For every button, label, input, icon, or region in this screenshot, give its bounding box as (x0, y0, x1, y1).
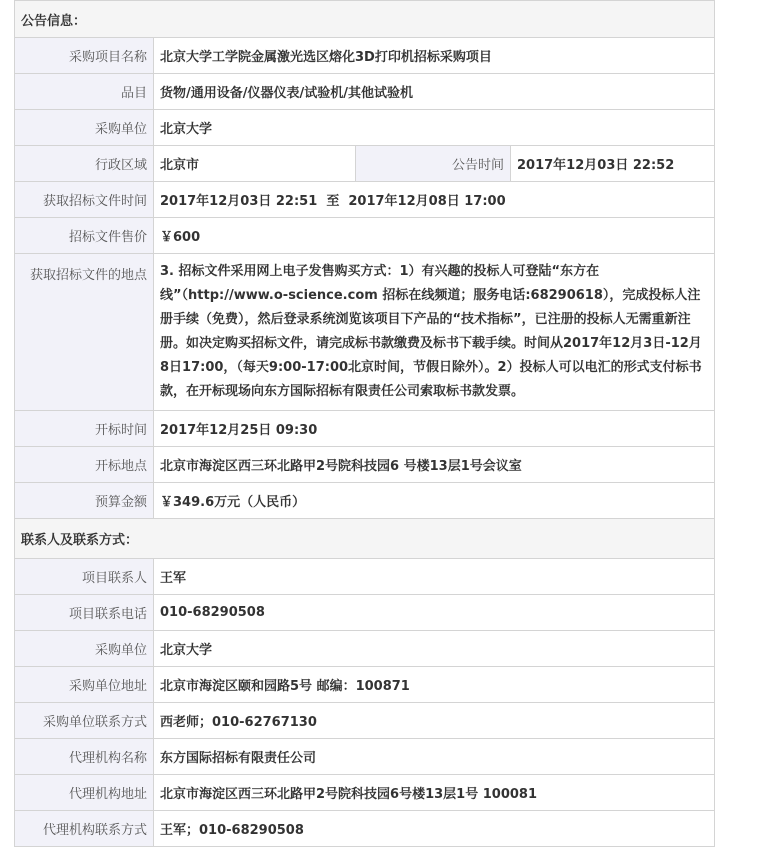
section-title: 公告信息： (15, 1, 715, 38)
label-project-phone: 项目联系电话 (15, 595, 154, 631)
label-purchaser: 采购单位 (15, 110, 154, 146)
row-purchaser-contact (15, 703, 715, 739)
label-purchaser-contact: 采购单位联系方式 (15, 703, 154, 739)
label-region: 行政区域 (15, 146, 154, 182)
value-doc-location: 3. 招标文件采用网上电子发售购买方式：1）有兴趣的投标人可登陆“东方在线”（http://www.o-science.com 招标在线频道；服务电话:68290618），完成投标人注册手续（免费），然后登录系统浏览该项目下产品的“技术指标”，已注册的投标人无需重新注册。如决定购买招标文件，请完成标书款缴费及标书下载手续。时间从2017年12月3日-12月8日17:00，（每天9:00-17:00北京时间，节假日除外）。2）投标人可以电汇的形式支付标书款，在开标现场向东方国际招标有限责任公司索取标书款发票。 (154, 254, 715, 411)
label-doc-period: 获取招标文件时间 (15, 182, 154, 218)
value-doc-price: ￥600 (154, 218, 715, 254)
row-doc-period (15, 182, 715, 218)
row-opening-place (15, 447, 715, 483)
row-doc-location (15, 254, 715, 411)
value-agency-address: 北京市海淀区西三环北路甲2号院科技园6号楼13层1号 100081 (154, 775, 715, 811)
value-opening-time: 2017年12月25日 09:30 (154, 411, 715, 447)
value-contact-purchaser: 北京大学 (154, 631, 715, 667)
row-agency-name (15, 739, 715, 775)
row-agency-address (15, 775, 715, 811)
value-agency-contact: 王军；010-68290508 (154, 811, 715, 847)
row-budget (15, 483, 715, 519)
value-agency-name: 东方国际招标有限责任公司 (154, 739, 715, 775)
row-project-phone (15, 595, 715, 631)
value-doc-period: 2017年12月03日 22:51 至 2017年12月08日 17:00 (154, 182, 715, 218)
row-opening-time (15, 411, 715, 447)
value-project-contact: 王军 (154, 559, 715, 595)
value-announce-time: 2017年12月03日 22:52 (511, 146, 715, 182)
value-budget: ￥349.6万元（人民币） (154, 483, 715, 519)
label-purchaser-address: 采购单位地址 (15, 667, 154, 703)
label-announce-time: 公告时间 (356, 146, 511, 182)
section-title-contacts: 联系人及联系方式： (15, 519, 715, 559)
section-header-contacts (15, 519, 715, 559)
row-agency-contact (15, 811, 715, 847)
value-opening-place: 北京市海淀区西三环北路甲2号院科技园6 号楼13层1号会议室 (154, 447, 715, 483)
value-project-name: 北京大学工学院金属激光选区熔化3D打印机招标采购项目 (154, 38, 715, 74)
label-agency-address: 代理机构地址 (15, 775, 154, 811)
label-opening-time: 开标时间 (15, 411, 154, 447)
label-doc-location: 获取招标文件的地点 (15, 254, 154, 411)
row-purchaser (15, 110, 715, 146)
label-budget: 预算金额 (15, 483, 154, 519)
label-category: 品目 (15, 74, 154, 110)
row-doc-price (15, 218, 715, 254)
row-category (15, 74, 715, 110)
label-agency-contact: 代理机构联系方式 (15, 811, 154, 847)
label-project-name: 采购项目名称 (15, 38, 154, 74)
label-contact-purchaser: 采购单位 (15, 631, 154, 667)
value-region: 北京市 (154, 146, 356, 182)
label-doc-price: 招标文件售价 (15, 218, 154, 254)
value-project-phone: 010-68290508 (154, 595, 715, 631)
value-purchaser: 北京大学 (154, 110, 715, 146)
row-region (15, 146, 715, 182)
section-header-announcement (15, 1, 715, 38)
row-project-name (15, 38, 715, 74)
value-purchaser-address: 北京市海淀区颐和园路5号 邮编：100871 (154, 667, 715, 703)
row-purchaser-address (15, 667, 715, 703)
value-category: 货物/通用设备/仪器仪表/试验机/其他试验机 (154, 74, 715, 110)
announcement-table (14, 0, 715, 847)
label-project-contact: 项目联系人 (15, 559, 154, 595)
label-agency-name: 代理机构名称 (15, 739, 154, 775)
row-contact-purchaser (15, 631, 715, 667)
label-opening-place: 开标地点 (15, 447, 154, 483)
row-project-contact (15, 559, 715, 595)
value-purchaser-contact: 西老师；010-62767130 (154, 703, 715, 739)
